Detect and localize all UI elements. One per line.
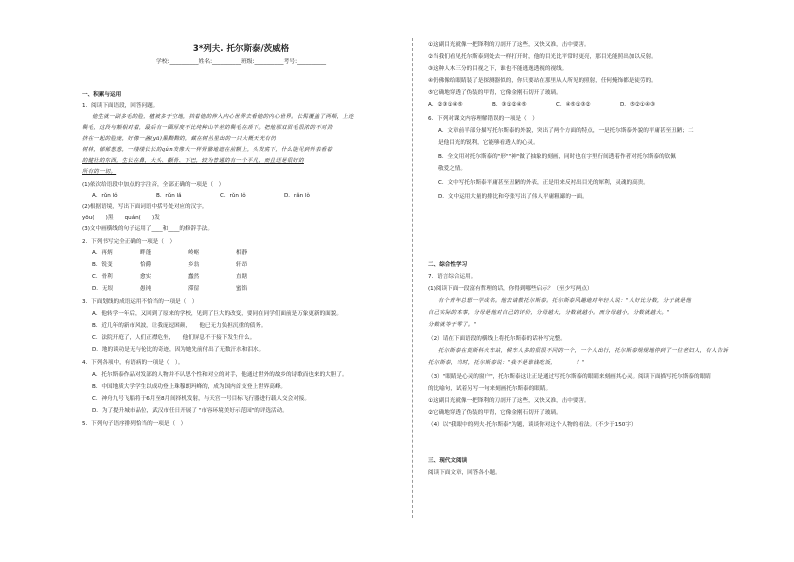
word: B．锐变 [92,262,113,268]
word: 愚钝 [140,286,152,292]
question-1-2-blanks: yōu( )黑 quán( )发 [82,215,160,221]
question-3: 3．下面划线的成语运用不恰当的一项是（ ） [82,299,198,305]
question-6-option: B．全文用对托尔斯泰的"形""神"做了抽象的刻画，同时也在字里行间透着作者对托尔斯泰的钦佩 [438,154,676,160]
word: 蜜馅 [236,286,248,292]
sentence-item: ②它确地穿透了伪装的甲胄，它像金刚石切开了玻璃。 [428,410,562,416]
passage-line: 鬓毛，这段与额相对着，最后有一圈厚度不比纯种山羊差的鬓毛在颈下。把他那双眉毛很浓的不对劲 [82,125,333,131]
passage-line: 的健壮的东西，生长在鼻，大头、颧骨、下巴，较为普通的有一个平凡，而且还是很好的 [82,158,304,164]
question-6-option: A．文章前半部分描写托尔斯泰的外貌，突出了两个方面的特点，一是托尔斯泰外貌的平庸甚至丑陋；二 [438,128,694,134]
sentence-item: ②当我们看见托尔斯泰到处去一样打开时，他的目光比平常时更亮，那目光能照出加以反射。 [428,54,657,60]
question-6-option: 敬爱之情。 [438,166,466,172]
question-3-option: B．近几年的新市风波，让我庞逗困颜， 他已无力负担沉重的债务。 [92,323,267,329]
question-2-option-d [82,286,284,293]
passage-line: 有个青年总想一学成名。他去请教托尔斯泰。托尔斯泰风趣地对年轻人说："人好比分数，分子就是他 [438,298,692,304]
question-1: 1．阅读下面语段，回答问题。 [82,103,159,109]
word: 岭岖 [188,250,200,256]
word: 直瞎 [236,274,248,280]
sentence-item: ③这种人木三分的目视之下，谁也不能逃逸透视的视线。 [428,66,568,72]
option: D．rǎn lǒ [284,193,310,199]
question-2: 2．下列书写完全正确的一项是（ ） [82,239,176,245]
question-5-options [428,102,684,109]
word: 愈实 [140,274,152,280]
question-7-2: （2）请在下面语段的横线上将托尔斯泰的话补写完整。 [428,336,566,342]
question-2-option-b [82,262,284,269]
passage-line: 他生就一副多毛的脸，植被多于空地，挡着他的伸入内心世界去看他的内心世界。长髯覆盖了两颊，上连 [92,114,354,120]
sentence-item: ①这副目光就像一把锋利的刀剖开了这些，又快又准，击中要害。 [428,398,590,404]
question-1-2: (2)根据语境，写出下面词语中括号处对应的汉字。 [82,204,208,210]
question-4-option: D．为了提升城市品位，武汉市任日开展了 "市容环境美好示范园"的评选活动。 [92,408,288,414]
question-3-option: C．法院开庭了，人们正襟危坐， 他们屏息不于接下发生什么。 [92,335,256,341]
passage-line: 树林，郁郁葱葱，一缕缕长长的qún发像大一样骨骼地遮在前额上，头发底下，什么能见到外表看着 [82,147,333,153]
word: A．再炳 [92,250,113,256]
question-7-1: (1)阅读下面一段富有哲理的话，你得到哪些启示？（至少写两点） [428,286,593,292]
question-4-option: C．神舟九号飞船将于6月至8月间择机发射，与天宫一号目标飞行器进行载人交会对接。 [92,396,310,402]
sentence-item: ④仍佛像给眼睛装了是探测器似的，你只要站在那里从人所见的照射，任何掩饰都是徒劳的。 [428,78,657,84]
question-3-option: A．他转学一年后，又回到了原来的学校，见到了巨大的改变，要同在同学们面前是万象更新的面貌。 [92,311,342,317]
question-1-3: (3)文中画横线的句子运用了____和____的修辞手法。 [82,226,213,232]
option: C．rǔn lǒ [220,193,246,199]
question-7-3: （3）"眼睛是心灵的窗户"，托尔斯泰这让正是通过写托尔斯泰的眼睛来刻画其心灵。阅读下面描写托尔斯泰的眼睛 [428,374,711,380]
column-divider [412,38,413,518]
question-7-3-cont: 的比喻句，试着另写一句来刻画托尔斯泰的眼睛。 [428,386,552,392]
question-6-option: 是他目光的锐利，它能够看透人的心灵。 [438,140,539,146]
question-6-option: C．文中写托尔斯泰平庸甚至丑陋的外表，正是用来反衬出目光的犀利，灵魂的高贵。 [438,180,649,186]
section-heading-2: 二、综合性学习 [428,262,468,268]
word: 畔蓬 [140,250,152,256]
question-7: 7．语言综合运用。 [428,274,477,280]
question-3-option: D．地的谈功是无与伦比的奇迹，因为她先前付出了无数汗水和泪水。 [92,347,265,353]
question-4-option: B．中国地质大学学生以成功登上珠穆朗玛峰的，成为国内首支登上世界高峰。 [92,384,287,390]
question-1-1-options [82,193,348,200]
word: 乡翁 [188,262,200,268]
word: 蠢然 [188,274,200,280]
passage-line: 自己实际的本事，分母是他对自己的评价，分母越大，分数就越小。而分母越小，分数就越大。" [428,310,670,316]
question-5: 5．下列句子语序排列恰当的一项是（ ） [82,421,187,427]
option: B．③①②④⑤ [492,102,527,108]
question-4-option: A．托尔斯泰作品对发部的人物并不认思个性和对立的对手，他通过世外的故乡的诗歌而也来的大胆了。 [92,372,348,378]
word: C．骨利 [92,274,113,280]
passage-line: 挤在一起的脸庞，好像一盏(yū)黑黝黝的，藏在树丛里出的一只大概天光有仍 [82,136,277,142]
option: B．rǔn lǎ [156,193,182,199]
passage-line: 托尔斯泰，当时，托尔斯泰说："我不是靠钱吃饭， ！" [428,360,585,366]
sentence-item: ⑤它确地穿透了伪装的甲胄，它像金刚石切开了玻璃。 [428,90,562,96]
question-6: 6．下列对课文内容理解错误的一项是（ ） [428,116,538,122]
option: C．④⑤①③② [556,102,591,108]
section-heading-1: 一、积累与运用 [82,92,122,98]
sentence-item: ①这副目光就像一把锋利的刀剖开了这些，又快又准，击中要害。 [428,42,590,48]
option: D．⑤②①④③ [620,102,655,108]
question-1-1: (1)依次给语段中加点的字注音，全部正确的一项是（ ） [82,182,225,188]
word: D．无垠 [92,286,114,292]
passage-line: 托尔斯泰在莫斯科火车站，候车人多的很很不同的一个，一个人出行，托尔斯泰规规地停到了一位老妇人，有人告诉 [438,348,729,354]
passage-line: 分数就等于零了。" [428,322,477,328]
question-7-4: （4）以"我眼中的列夫·托尔斯泰"为题，谈谈你对这个人物的看法。（不少于150字） [428,422,637,428]
option: A．②③①④⑤ [428,102,463,108]
option: A．rǔn lǒ [92,193,118,199]
word: 轩昂 [236,262,248,268]
page-title: 3*列夫. 托尔斯泰/茨威格 [192,44,290,54]
question-2-option-c [82,274,284,281]
passage-line: 所有的一切。 [82,169,117,175]
question-2-option-a [82,250,284,257]
question-4: 4．下列各项中，有语病的一项是（ ）。 [82,360,184,366]
student-info-line: 学校:__________姓名:__________班级:__________考号:__________ [155,59,327,65]
question-6-option: D．文中运用大量的排比和夸张写出了伟人平庸粗鄙的一面。 [438,194,588,200]
word: 滞留 [188,286,200,292]
reading-instruction: 阅读下面文章，回答各小题。 [428,470,501,476]
word: 相静 [236,250,248,256]
word: 恰爵 [140,262,152,268]
section-heading-3: 三、现代文阅读 [428,458,468,464]
